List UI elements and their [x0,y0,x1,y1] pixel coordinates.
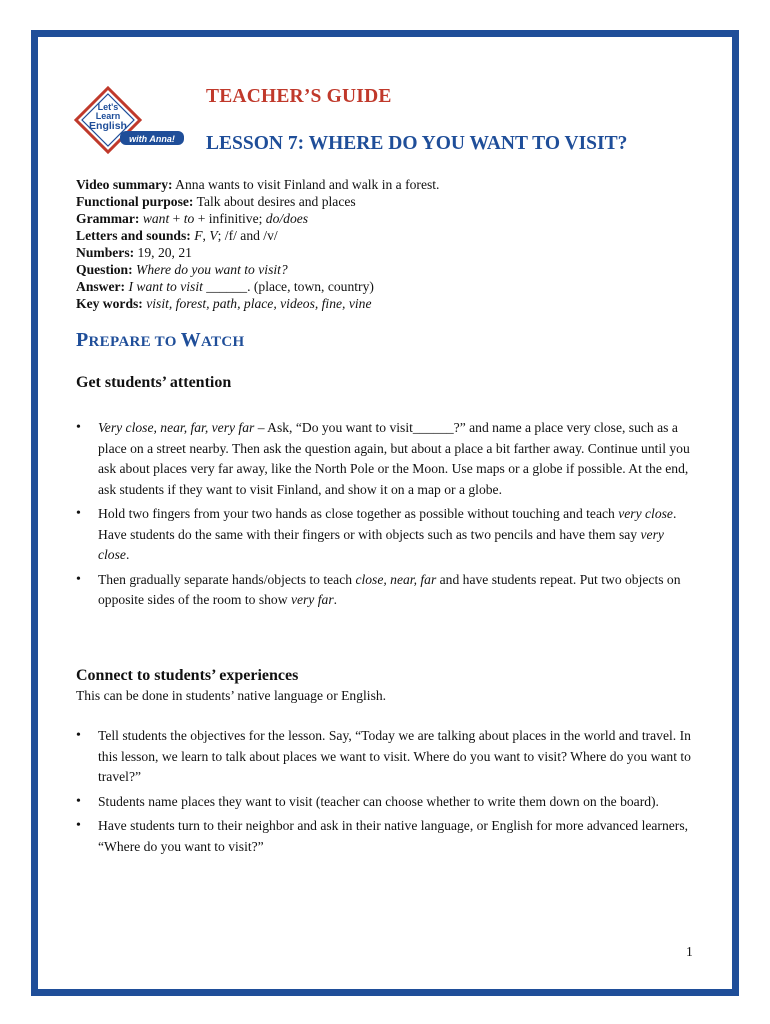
list-item: • Tell students the objectives for the lesson. Say, “Today we are talking about places in the world and travel. In this lesson, we learn to talk about places we want to visit. Where do you want to visit? Where do you want to travel?” [76,726,696,788]
list-item: • Very close, near, far, very far – Ask, “Do you want to visit______?” and name a place very close, such as a place on a street nearby. Then ask the question again, but about a place a bit farther away. Continue until you ask about places very far away, like the North Pole or the Moon. Use maps or a globe if possible. At the end, ask students if they want to visit Finland, and show it on a map or a globe. [76,418,696,500]
letters-sounds-row: Letters and sounds: F, V; /f/ and /v/ [76,228,278,243]
attention-list [76,418,696,615]
lesson-title: LESSON 7: WHERE DO YOU WANT TO VISIT? [206,133,628,154]
key-words-row: Key words: visit, forest, path, place, videos, fine, vine [76,296,372,311]
connect-note: This can be done in students’ native language or English. [76,688,387,703]
lesson-summary [76,176,696,312]
connect-list [76,726,696,861]
svg-text:with Anna!: with Anna! [129,134,175,144]
prepare-to-watch-heading: PREPARE TO WATCH [76,329,245,351]
svg-text:Learn: Learn [95,111,121,121]
grammar-row: Grammar: want + to + infinitive; do/does [76,211,309,226]
list-item: • Then gradually separate hands/objects to teach close, near, far and have students repeat. Put two objects on opposite sides of the room to show very far. [76,570,696,611]
list-item: • Have students turn to their neighbor and ask in their native language, or English for more advanced learners, “Where do you want to visit?” [76,816,696,857]
video-summary-row: Video summary: Anna wants to visit Finland and walk in a forest. [76,177,440,192]
numbers-row: Numbers: 19, 20, 21 [76,245,192,260]
functional-purpose-row: Functional purpose: Talk about desires and places [76,194,356,209]
svg-text:Let's: Let's [97,102,119,112]
lets-learn-english-logo [74,85,186,157]
attention-heading: Get students’ attention [76,374,232,391]
page-number: 1 [686,944,693,959]
question-row: Question: Where do you want to visit? [76,262,288,277]
list-item: • Hold two fingers from your two hands as close together as possible without touching and teach very close. Have students do the same with their fingers or with objects such as two pencils and have them say very close. [76,504,696,566]
connect-heading: Connect to students’ experiences [76,667,299,684]
guide-title: TEACHER’S GUIDE [206,86,392,107]
answer-row: Answer: I want to visit ______. (place, town, country) [76,279,374,294]
svg-text:English: English [89,120,127,132]
list-item: • Students name places they want to visit (teacher can choose whether to write them down on the board). [76,792,696,813]
